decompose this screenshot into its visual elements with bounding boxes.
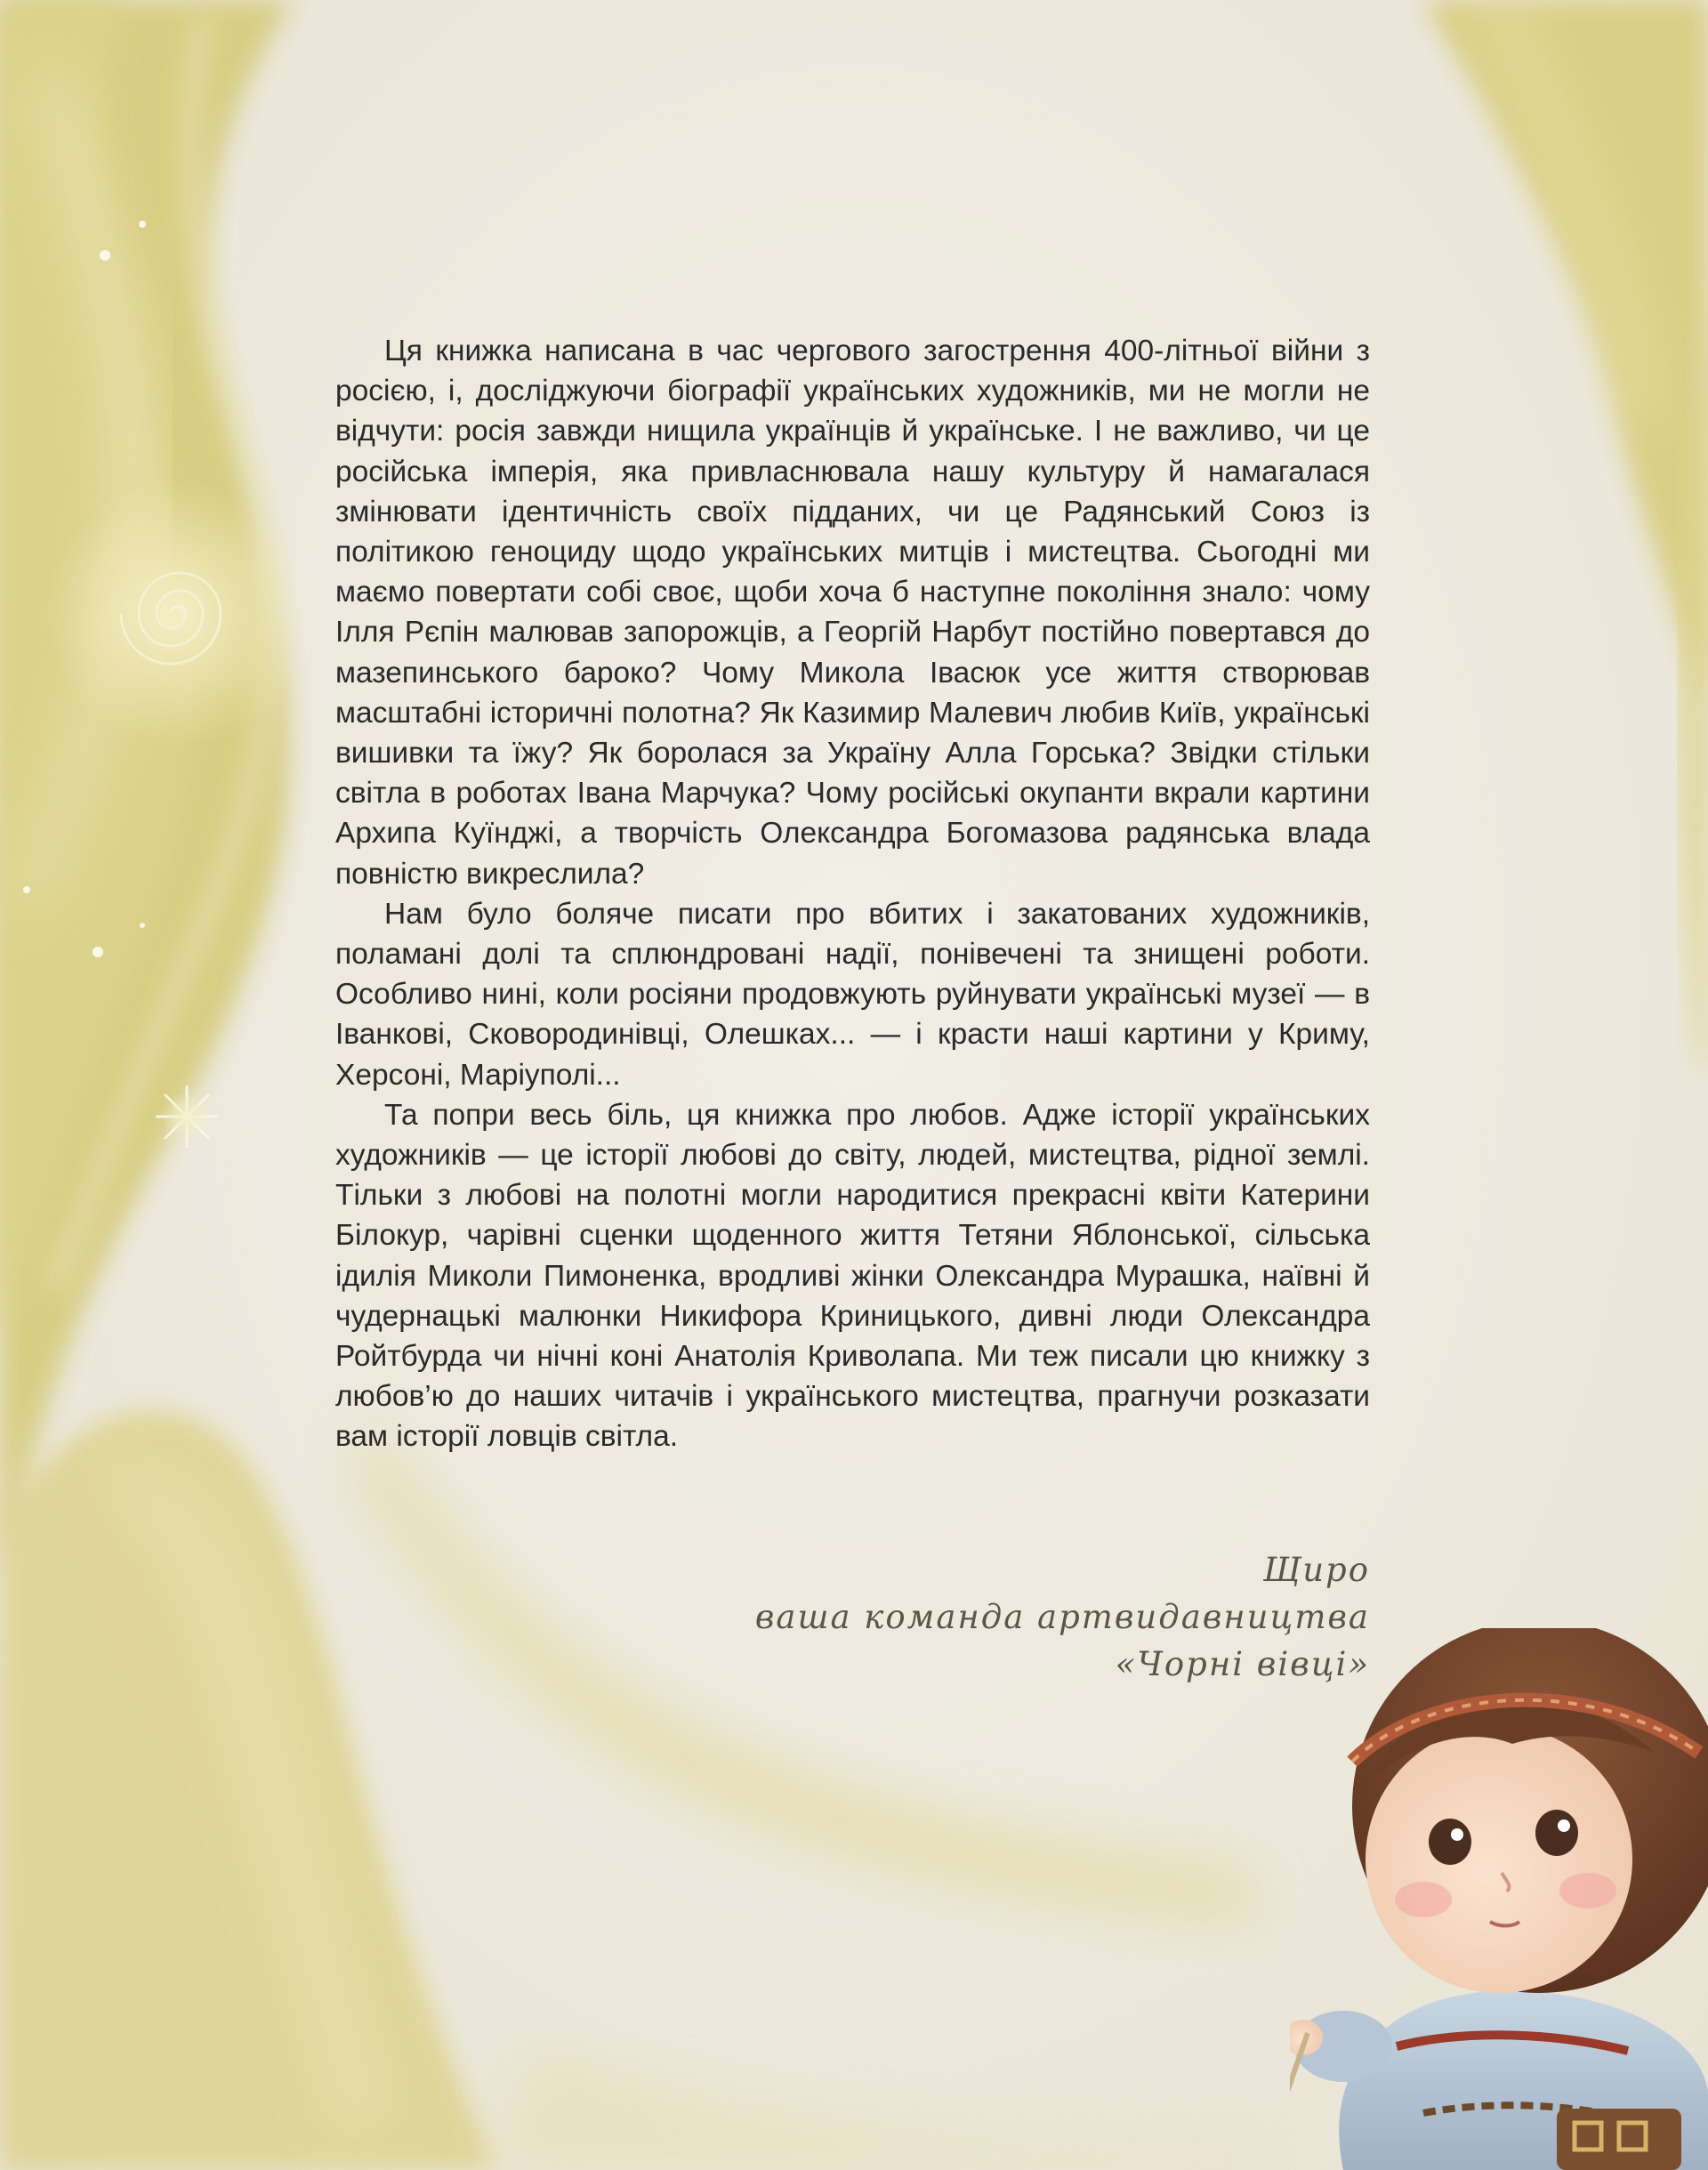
signature-line-3: «Чорні вівці» [1115,1645,1370,1683]
foreword-text [335,331,1370,1457]
paragraph-2: Нам було боляче писати про вбитих і закатованих художників, поламані долі та сплюндровані надії, понівечені та знищені роботи. Особливо нині, коли росіяни продовжують руйнувати українські музеї — в Іванкові, Сковородинівці, Олешках... — і красти наші картини у Криму, Херсоні, Маріуполі... [335,897,1370,1092]
paragraph-3: Та попри весь біль, ця книжка про любов. Адже історії українських художників — це історії любові до світу, людей, мистецтва, рідної землі. Тільки з любові на полотні могли народитися прекрасні квіти Катерини Білокур, чарівні сценки щоденного життя Тетяни Яблонської, сільська ідилія Миколи Пимоненка, вродливі жінки Олександра Мурашка, наївні й чудернацькі малюнки Никифора Криницького, дивні люди Олександра Ройтбурда чи нічні коні Анатолія Криволапа. Ми теж писали цю книжку з любов’ю до наших читачів і українського мистецтва, прагнучи розказати вам історії ловців світла. [335,1098,1370,1454]
paragraph-1: Ця книжка написана в час чергового загострення 400-літньої війни з росією, і, досліджуючи біографії українських художників, ми не могли не відчути: росія завжди нищила українців й українське. І не важливо, чи це російська імперія, яка привласнювала нашу культуру й намагалася змінювати ідентичність своїх підданих, чи це Радянський Союз із політикою геноциду щодо українських митців і мистецтва. Сьогодні ми маємо повертати собі своє, щоби хоча б наступне покоління знало: чому Ілля Рєпін малював запорожців, а Георгій Нарбут постійно повертався до мазепинського бароко? Чому Микола Івасюк усе життя створював масштабні історичні полотна? Як Казимир Малевич любив Київ, українські вишивки та їжу? Як боролася за Україну Алла Горська? Звідки стільки світла в роботах Івана Марчука? Чому російські окупанти вкрали картини Архипа Куїнджі, а творчість Олександра Богомазова радянська влада повністю викреслила? [335,335,1370,891]
signature-line-1: Щиро [1262,1551,1370,1589]
signature-line-2: ваша команда артвидавництва [754,1598,1370,1636]
girl-painter-illustration [1290,1628,1708,2170]
signature [755,1546,1370,1688]
